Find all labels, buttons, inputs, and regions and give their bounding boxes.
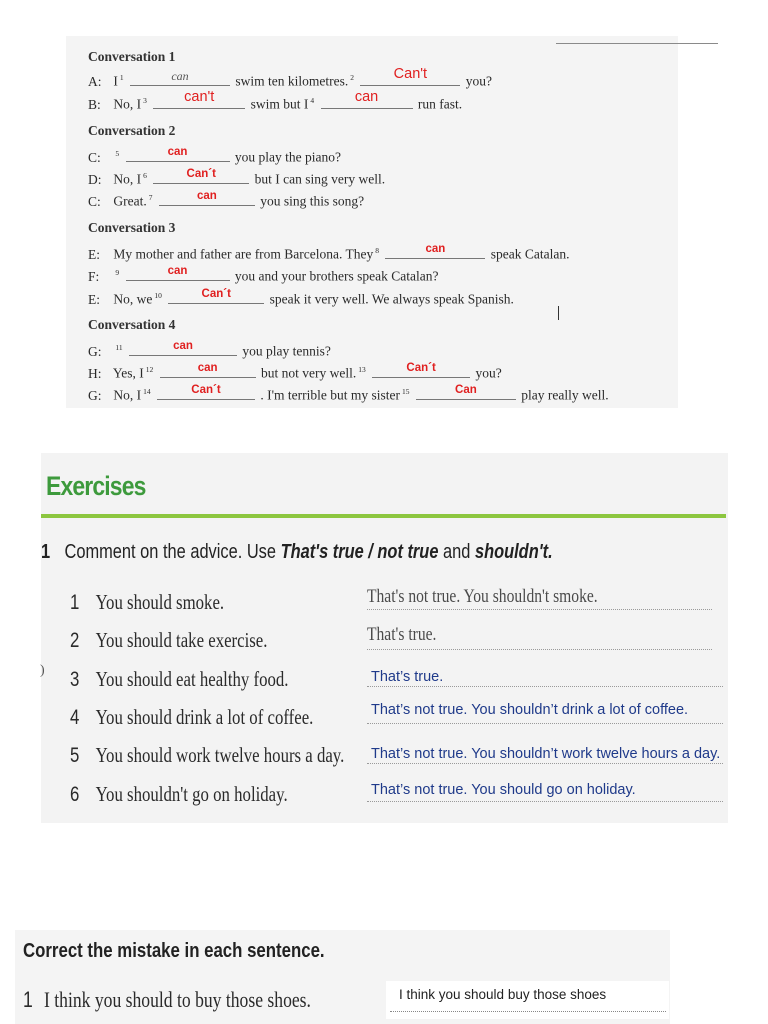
gap-number: 11	[115, 343, 123, 352]
speaker-label: B:	[88, 96, 101, 112]
answer-text: can	[171, 68, 189, 83]
answer-blank[interactable]	[385, 242, 485, 259]
exercise-item: 2 You should take exercise.	[70, 628, 268, 652]
answer-blank[interactable]	[130, 68, 230, 86]
gap-number: 6	[143, 171, 147, 180]
answer-blank[interactable]	[321, 88, 413, 109]
gap-number: 3	[143, 96, 147, 105]
speaker-label: E:	[88, 246, 100, 262]
answer-typed[interactable]: I think you should buy those shoes	[399, 987, 607, 1002]
dialogue-line: C: $^5$ can you play the piano?	[88, 145, 341, 165]
gap-number: 13	[358, 365, 366, 374]
answer-text: Can't	[393, 65, 428, 82]
dialogue-line: E: No, we $^{10}$ Can´t speak it very well. We always speak Spanish.	[88, 287, 514, 307]
answer-text: Can´t	[186, 167, 216, 180]
answer-typed[interactable]: That’s not true. You shouldn’t drink a lot of coffee.	[371, 702, 689, 718]
heading-divider	[41, 514, 726, 518]
exercise-item: 1 You should smoke.	[70, 590, 225, 614]
exercises-heading: Exercises	[46, 471, 146, 501]
answer-typed[interactable]: That’s true.	[371, 669, 444, 685]
dialogue-line: F: $^9$ can you and your brothers speak Catalan?	[88, 264, 439, 284]
answer-blank[interactable]	[153, 167, 249, 184]
gap-number: 5	[115, 149, 120, 158]
answer-text: can	[197, 361, 218, 374]
answer-line	[367, 649, 712, 650]
answer-line	[367, 723, 723, 724]
speaker-label: E:	[88, 291, 100, 307]
answer-blank[interactable]	[416, 383, 516, 400]
conversation-title: Conversation 4	[88, 317, 176, 332]
answer-text: Can´t	[406, 361, 436, 374]
answer-line	[367, 763, 723, 764]
answer-handwritten[interactable]: That's true.	[367, 624, 437, 645]
dialogue-line: B: No, I $^3$ can't swim but I $^4$ can run fast.	[88, 88, 463, 112]
answer-text: can	[196, 189, 217, 202]
conversation-exercise	[66, 36, 678, 408]
exercise-item: 3 You should eat healthy food.	[70, 667, 289, 691]
answer-line	[367, 609, 712, 610]
speaker-label: G:	[88, 343, 102, 359]
conversation-title: Conversation 1	[88, 49, 176, 64]
exercise-item: 1 I think you should to buy those shoes.	[23, 987, 311, 1012]
answer-blank[interactable]	[126, 145, 230, 162]
answer-line	[367, 686, 723, 687]
answer-blank[interactable]	[159, 189, 255, 206]
margin-mark: )	[40, 663, 45, 678]
speaker-label: F:	[88, 268, 100, 284]
speaker-label: A:	[88, 73, 102, 89]
gap-number: 2	[350, 73, 354, 82]
speaker-label: H:	[88, 365, 102, 381]
answer-blank[interactable]	[153, 88, 245, 109]
speaker-label: C:	[88, 193, 101, 209]
answer-blank[interactable]	[360, 65, 460, 86]
conversation-title: Conversation 2	[88, 123, 176, 138]
correct-mistake-heading: Correct the mistake in each sentence.	[23, 940, 325, 962]
answer-text: can	[354, 88, 379, 105]
answer-text: Can´t	[191, 383, 221, 396]
exercise-item: 6 You shouldn't go on holiday.	[70, 782, 288, 806]
answer-text: Can	[455, 383, 477, 396]
speaker-label: D:	[88, 171, 102, 187]
gap-number: 1	[119, 73, 124, 82]
answer-handwritten[interactable]: That's not true. You shouldn't smoke.	[367, 586, 598, 607]
answer-blank[interactable]	[168, 287, 264, 304]
gap-number: 7	[148, 193, 153, 202]
name-line	[556, 43, 718, 44]
answer-text: can	[173, 339, 193, 352]
exercise-item: 5 You should work twelve hours a day.	[70, 743, 345, 767]
gap-number: 15	[402, 387, 410, 396]
dialogue-line: E: My mother and father are from Barcelona. They $^8$ can speak Catalan.	[88, 242, 570, 262]
dialogue-line: G: No, I $^{14}$ Can´t . I'm terrible but my sister $^{15}$ Can play really well.	[88, 383, 609, 403]
answer-blank[interactable]	[372, 361, 470, 378]
answer-typed[interactable]: That’s not true. You should go on holiday.	[371, 782, 636, 798]
answer-blank[interactable]	[160, 361, 256, 378]
gap-number: 14	[143, 387, 151, 396]
conversation-title: Conversation 3	[88, 220, 176, 235]
answer-blank[interactable]	[126, 264, 230, 281]
gap-number: 8	[375, 246, 380, 255]
text-cursor	[558, 306, 559, 320]
speaker-label: C:	[88, 149, 101, 165]
answer-text: can't	[184, 88, 215, 105]
dialogue-line: D: No, I $^6$ Can´t but I can sing very well.	[88, 167, 386, 187]
speaker-label: G:	[88, 387, 102, 403]
exercise-instruction: 1 Comment on the advice. Use That's true / not true and shouldn't.	[41, 541, 553, 563]
answer-line	[367, 801, 723, 802]
dialogue-line: G: $^{11}$ can you play tennis?	[88, 339, 331, 359]
dialogue-line: A: I $^1$ can swim ten kilometres. $^2$ Can't you?	[88, 65, 492, 89]
exercises-panel	[41, 453, 728, 823]
dialogue-line: H: Yes, I $^{12}$ can but not very well. $^{13}$ Can´t you?	[88, 361, 502, 381]
exercise-item: 4 You should drink a lot of coffee.	[70, 705, 314, 729]
exercise-number: 1	[41, 541, 51, 563]
answer-text: can	[425, 242, 446, 255]
answer-typed[interactable]: That’s not true. You shouldn’t work twelve hours a day.	[371, 746, 721, 762]
dialogue-line: C: Great. $^7$ can you sing this song?	[88, 189, 365, 209]
answer-box[interactable]	[386, 981, 669, 1019]
answer-text: Can´t	[201, 287, 231, 300]
answer-text: can	[167, 264, 188, 277]
gap-number: 12	[145, 365, 154, 374]
gap-number: 9	[115, 268, 120, 277]
gap-number: 10	[154, 291, 162, 300]
answer-line	[390, 1011, 666, 1012]
gap-number: 4	[310, 96, 315, 105]
answer-blank[interactable]	[157, 383, 255, 400]
answer-text: can	[167, 145, 188, 158]
answer-blank[interactable]	[129, 339, 237, 356]
